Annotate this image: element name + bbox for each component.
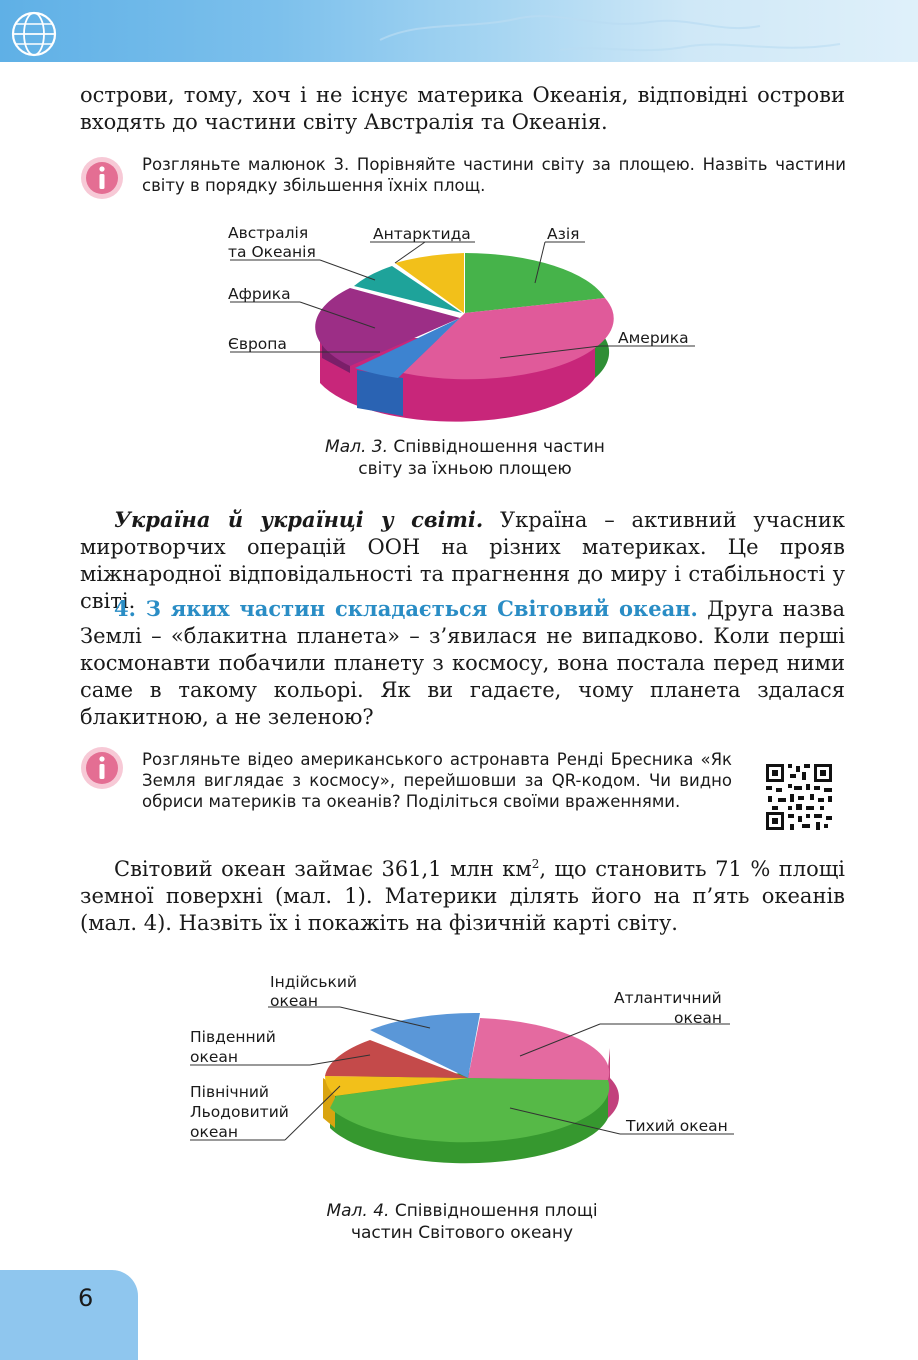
label-antarctica: Антарктида (373, 225, 471, 243)
figure-4-caption-prefix: Мал. 4. (326, 1201, 390, 1221)
label-arctic-line2: Льодовитий (190, 1103, 289, 1121)
page-header (0, 0, 918, 62)
section-4-heading: 4. З яких частин складається Світовий океан. (114, 596, 698, 621)
figure-4-caption-line1: Співвідношення площі (389, 1201, 598, 1221)
label-southern-line1: Південний (190, 1028, 276, 1046)
page-number: 6 (78, 1284, 94, 1312)
label-america: Америка (618, 329, 689, 347)
paragraph-ocean-sup: 2 (531, 857, 540, 871)
label-indian-line1: Індійський (270, 973, 357, 991)
paragraph-ocean-before: Світовий океан займає 361,1 млн км (114, 857, 532, 881)
world-map-decoration (0, 0, 918, 62)
paragraph-ocean (80, 851, 845, 937)
label-arctic-line3: океан (190, 1123, 239, 1141)
figure-4-caption-line2: частин Світового океану (350, 1223, 574, 1243)
figure-3-pie-chart (220, 218, 710, 428)
label-atlantic-line1: Атлантичний (614, 989, 722, 1007)
paragraph-ukraine-lead: Україна й українці у світі. (114, 507, 484, 532)
label-arctic-line1: Північний (190, 1083, 269, 1101)
info-icon (80, 156, 124, 200)
paragraph-intro-text: острови, тому, хоч і не існує материка Океанія, відповідні острови входять до частини світу Австралія та Океанія. (80, 83, 845, 134)
info-icon (80, 746, 124, 790)
label-africa: Африка (228, 285, 291, 303)
label-pacific: Тихий океан (626, 1117, 728, 1135)
label-indian-line2: океан (270, 992, 319, 1010)
info-task-1: Розгляньте малюнок 3. Порівняйте частини світу за площею. Назвіть частини світу в порядку збільшення їхніх площ. (142, 155, 846, 195)
globe-icon (10, 10, 58, 58)
label-atlantic-line2: океан (674, 1009, 723, 1027)
info-task-2: Розгляньте відео американського астронавта Ренді Бресника «Як Земля виглядає з космосу», перейшовши за QR-кодом. Чи видно обриси материків та океанів? Поділіться своїми враженнями. (142, 750, 732, 811)
paragraph-ocean-after: , що становить 71 % площі земної поверхні (мал. 1). Материки ділять його на п’ять океанів (мал. 4). Назвіть їх і покажіть на фізичній карті світу. (80, 857, 845, 935)
label-asia: Азія (547, 225, 580, 243)
label-australia-line2: та Океанія (228, 243, 316, 261)
label-southern-line2: океан (190, 1048, 239, 1066)
section-4-text: Друга назва Землі – «блакитна планета» – з’явилася не випадково. Коли перші космонавти побачили планету з космосу, вона постала перед ними саме в такому кольорі. Як ви гадаєте, чому планета здалася блакитною, а не зеленою? (80, 597, 845, 729)
qr-code-icon[interactable] (764, 762, 834, 832)
label-australia-line1: Австралія (228, 224, 309, 242)
figure-4-pie-chart (180, 968, 740, 1188)
paragraph-ukraine-text: Україна – активний учасник миротворчих операцій ООН на різних материках. Це прояв міжнародної відповідальності та прагнення до миру і стабільності у світі. (80, 508, 845, 613)
paragraph-intro (80, 82, 845, 136)
figure-4-caption (262, 1200, 662, 1244)
page-number-tab (0, 1270, 138, 1360)
label-europe: Європа (228, 335, 287, 353)
section-4 (80, 595, 845, 731)
figure-3-caption-line2: світу за їхньою площею (358, 459, 572, 479)
atlantic-slice-side (608, 1048, 619, 1118)
figure-3-caption-line1: Співвідношення частин (388, 437, 605, 457)
figure-3-caption (260, 436, 670, 480)
figure-3-caption-prefix: Мал. 3. (325, 437, 389, 457)
